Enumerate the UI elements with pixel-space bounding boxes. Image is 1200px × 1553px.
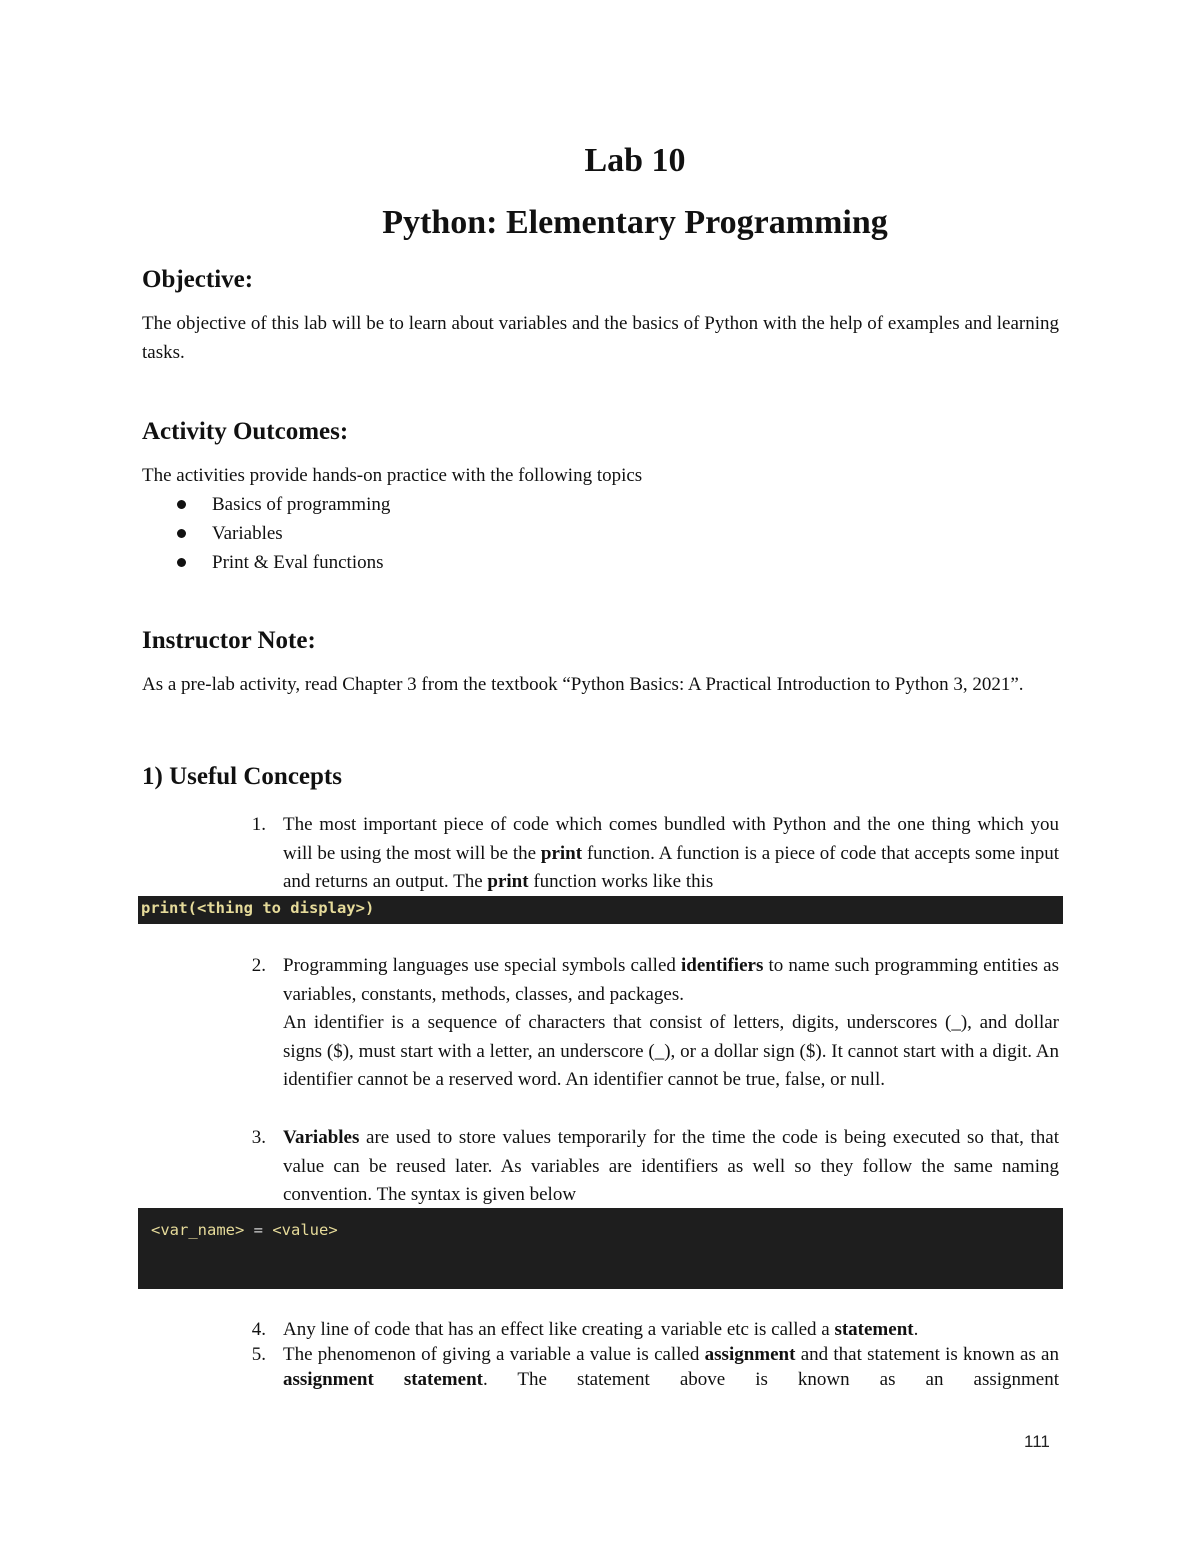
concepts-heading: 1) Useful Concepts (142, 763, 342, 790)
objective-heading: Objective: (142, 266, 254, 293)
item-text: Any line of code that has an effect like creating a variable etc is called a statement. (283, 1319, 919, 1340)
page-number: 111 (1024, 1432, 1050, 1451)
concept-item-5 (232, 1342, 1059, 1392)
code-block-assignment (138, 1208, 1063, 1289)
code-line: print(<thing to display>) (141, 899, 375, 917)
item-text: Variables are used to store values temporarily for the time the code is being executed so that, that value can be reused later. As variables are identifiers as well so they follow the same naming convention. The syntax is given below (283, 1127, 1059, 1205)
list-item: Print & Eval functions (142, 548, 390, 577)
code-equals: = (244, 1221, 273, 1239)
item-text: The most important piece of code which comes bundled with Python and the one thing which you will be using the most will be the print function. A function is a piece of code that accepts some input and returns an output. The print function works like this (283, 814, 1060, 892)
list-item: Basics of programming (142, 490, 390, 519)
item-number: 1. (251, 814, 266, 835)
activity-bullet-list (142, 490, 390, 577)
concept-item-4 (232, 1316, 1059, 1345)
lab-subtitle: Python: Elementary Programming (382, 204, 888, 241)
lab-title: Lab 10 (584, 142, 686, 179)
item-number: 5. (251, 1344, 266, 1365)
instructor-heading: Instructor Note: (142, 627, 316, 654)
activity-heading: Activity Outcomes: (142, 418, 349, 445)
item-text: The phenomenon of giving a variable a value is called assignment and that statement is known as an assignment statement. The statement above is known as an assignment (283, 1344, 1059, 1390)
item-number: 4. (251, 1319, 266, 1340)
item-number: 2. (251, 955, 266, 976)
bullet-icon (177, 500, 186, 509)
instructor-text: As a pre-lab activity, read Chapter 3 from the textbook “Python Basics: A Practical Introduction to Python 3, 2021”. (142, 674, 1024, 695)
bullet-icon (177, 558, 186, 567)
bullet-icon (177, 529, 186, 538)
list-item: Variables (142, 519, 390, 548)
objective-text: The objective of this lab will be to learn about variables and the basics of Python with the help of examples and learning tasks. (142, 313, 1059, 363)
concept-item-1 (232, 811, 1059, 897)
code-var-name: <var_name> (151, 1221, 245, 1239)
item-text: Programming languages use special symbols called identifiers to name such programming entities as variables, constants, methods, classes, and packages. An identifier is a sequence of characters that consist of letters, digits, underscores (_), and dollar signs ($), must start with a letter, an underscore (_), or a dollar sign ($). It cannot start with a digit. An identifier cannot be a reserved word. An identifier cannot be true, false, or null. (283, 955, 1059, 1090)
concept-item-2 (232, 952, 1059, 1095)
item-number: 3. (251, 1127, 266, 1148)
code-block-print (138, 896, 1063, 924)
concept-item-3 (232, 1124, 1059, 1210)
code-value: <value> (272, 1221, 338, 1239)
activity-intro: The activities provide hands-on practice with the following topics (142, 465, 643, 486)
